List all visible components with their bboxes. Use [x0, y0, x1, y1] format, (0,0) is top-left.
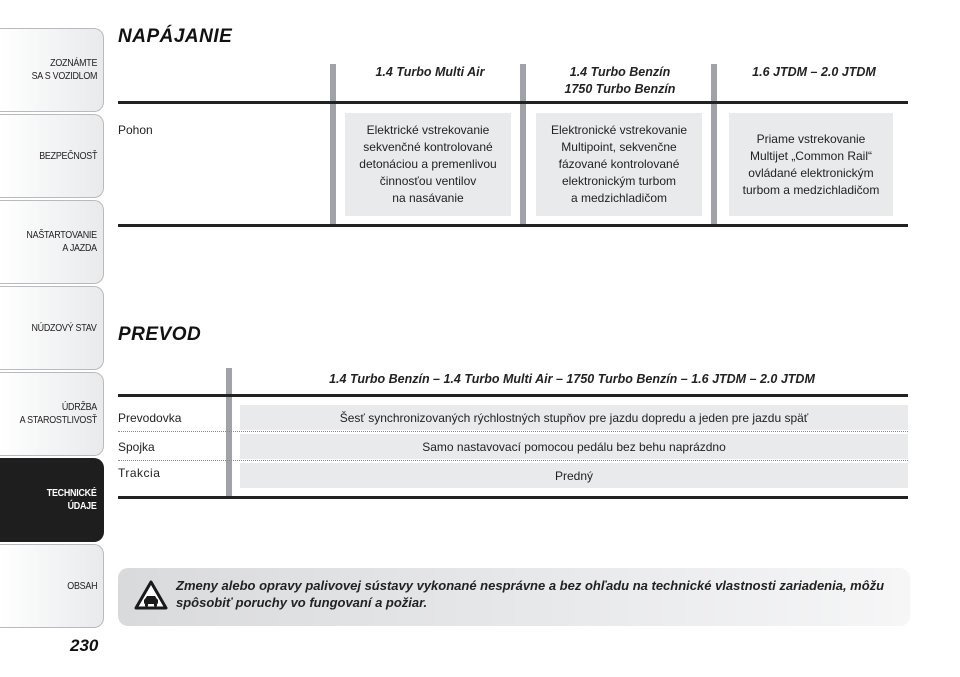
table-top-rule: [118, 394, 908, 397]
prevod-heading: PREVOD: [118, 324, 202, 345]
warning-box: [118, 568, 910, 626]
cell-benzin-pohon: Elektronické vstrekovanie Multipoint, sekvenčne fázované kontrolované elektronickým turbom a medzichladičom: [536, 113, 702, 216]
table-bottom-rule: [118, 224, 908, 227]
column-divider: [711, 64, 717, 224]
table-top-rule: [118, 101, 908, 104]
row-label-trakcia: Trakcia: [118, 466, 161, 480]
column-divider: [226, 368, 232, 498]
row-label-prevodovka: Prevodovka: [118, 411, 182, 425]
column-divider: [330, 64, 336, 224]
column-divider: [520, 64, 526, 224]
row-label-spojka: Spojka: [118, 440, 155, 454]
tab-zoznamte[interactable]: ZOZNÁMTE SA S VOZIDLOM: [0, 28, 104, 112]
prevod-col-all-engines: 1.4 Turbo Benzín – 1.4 Turbo Multi Air – 1750 Turbo Benzín – 1.6 JTDM – 2.0 JTDM: [329, 372, 815, 386]
cell-spojka: Samo nastavovací pomocou pedálu bez behu naprázdno: [240, 434, 908, 459]
napajanie-col-jtdm: 1.6 JTDM – 2.0 JTDM: [752, 65, 876, 79]
napajanie-col-benzin: 1.4 Turbo Benzín 1750 Turbo Benzín: [564, 65, 676, 96]
tab-obsah[interactable]: OBSAH: [0, 544, 104, 628]
page-number: 230: [70, 636, 99, 655]
tab-nastartovanie[interactable]: NAŠTARTOVANIE A JAZDA: [0, 200, 104, 284]
row-separator: [118, 431, 908, 432]
tab-bezpecnost[interactable]: BEZPEČNOSŤ: [0, 114, 104, 198]
row-separator: [118, 460, 908, 461]
napajanie-col-multiair: 1.4 Turbo Multi Air: [375, 65, 485, 79]
row-label-pohon: Pohon: [118, 123, 153, 137]
tab-technicke-udaje[interactable]: TECHNICKÉ ÚDAJE: [0, 458, 104, 542]
napajanie-heading: NAPÁJANIE: [118, 26, 233, 47]
tab-udrzba[interactable]: ÚDRŽBA A STAROSTLIVOSŤ: [0, 372, 104, 456]
table-bottom-rule: [118, 496, 908, 499]
cell-trakcia: Predný: [240, 463, 908, 488]
warning-text: Zmeny alebo opravy palivovej sústavy vykonané nesprávne a bez ohľadu na technické vlastnosti zariadenia, môžu spôsobiť poruchy vo fungovaní a požiar.: [176, 578, 885, 610]
cell-jtdm-pohon: Priame vstrekovanie Multijet „Common Rail“ ovládané elektronickým turbom a medzichladičom: [729, 113, 893, 216]
cell-prevodovka: Šesť synchronizovaných rýchlostných stupňov pre jazdu dopredu a jeden pre jazdu späť: [240, 405, 908, 430]
warning-triangle-icon: [134, 580, 168, 610]
cell-multiair-pohon: Elektrické vstrekovanie sekvenčné kontrolované detonáciou a premenlivou činnosťou ventilov na nasávanie: [345, 113, 511, 216]
tab-nudzovy-stav[interactable]: NÚDZOVÝ STAV: [0, 286, 104, 370]
